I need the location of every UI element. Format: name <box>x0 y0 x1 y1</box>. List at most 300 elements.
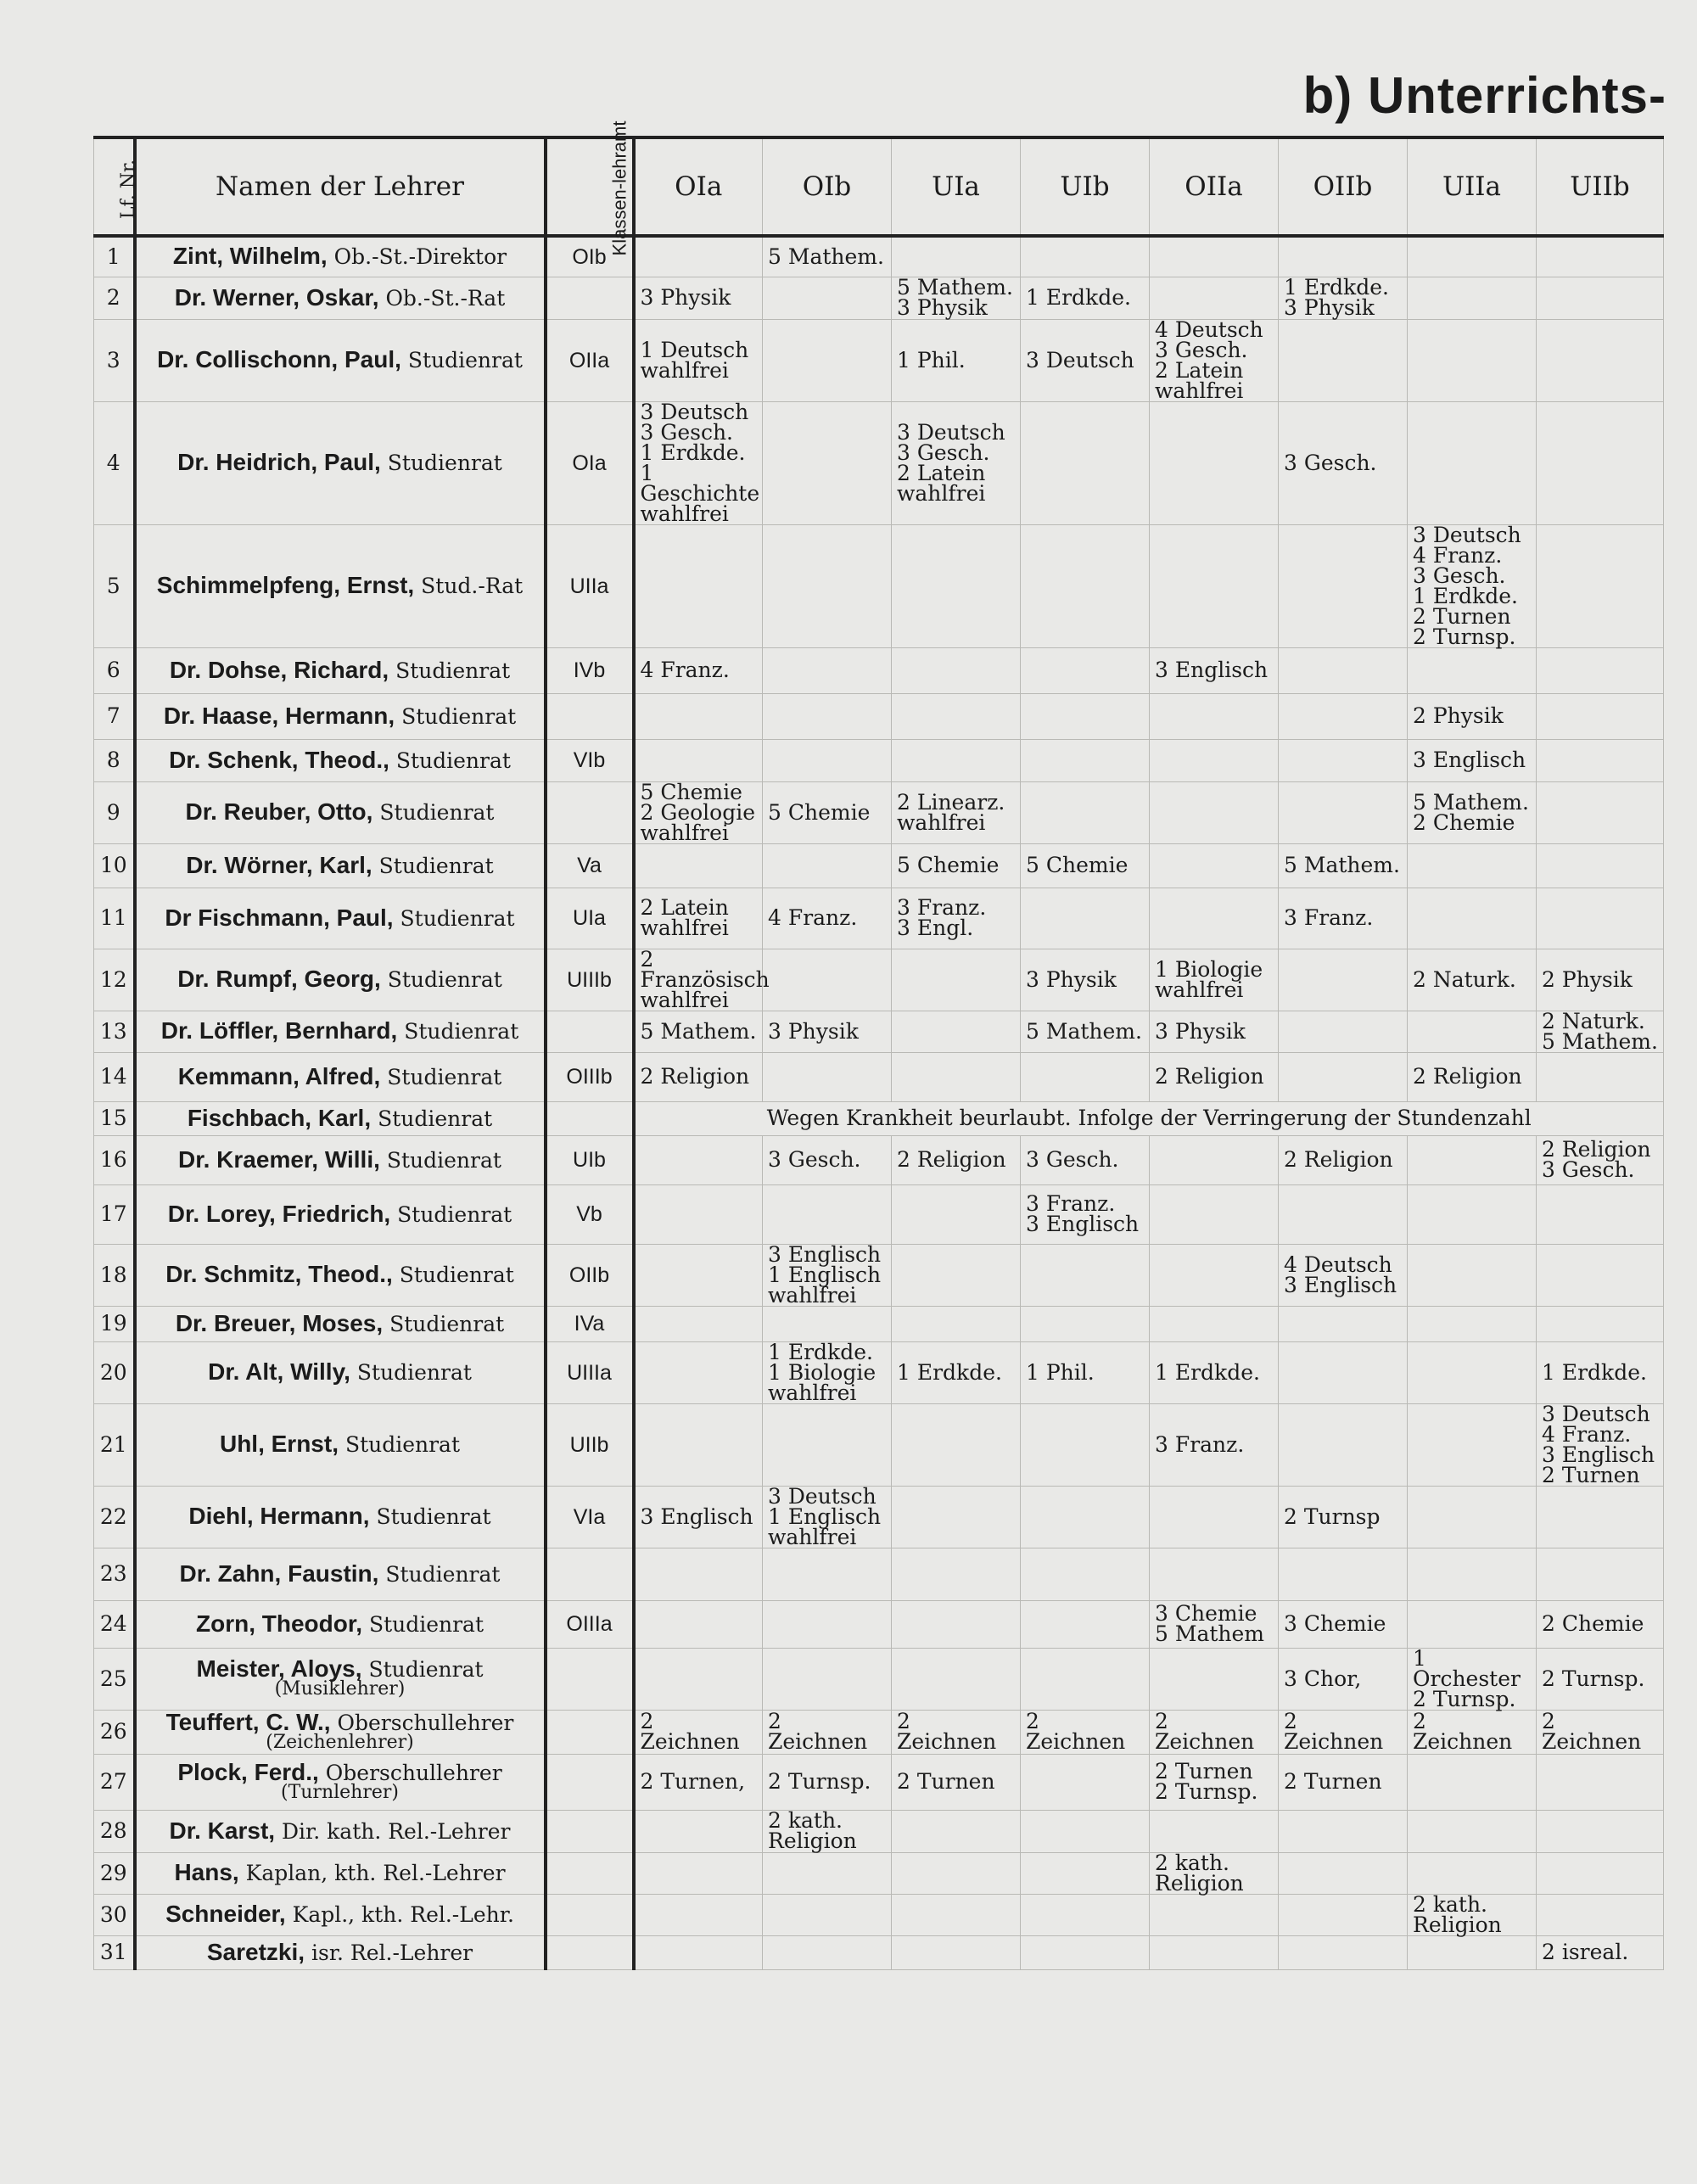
lesson-cell <box>763 319 892 401</box>
row-nr: 26 <box>94 1710 135 1754</box>
teacher-surname: Saretzki, <box>206 1938 305 1965</box>
lesson-cell <box>1408 647 1537 693</box>
lesson-cell: 4 Deutsch 3 Gesch. 2 Latein wahlfrei <box>1150 319 1279 401</box>
lesson-cell <box>892 739 1021 781</box>
lesson-cell <box>1537 524 1664 647</box>
lesson-cell <box>1021 1648 1150 1710</box>
lesson-cell: 2 isreal. <box>1537 1935 1664 1969</box>
lesson-cell <box>1408 1548 1537 1600</box>
teacher-surname: Dr. Löffler, Bernhard, <box>160 1017 398 1044</box>
lesson-cell: 2 Turnsp. <box>763 1754 892 1810</box>
row-nr: 1 <box>94 236 135 277</box>
class-teacher-of <box>546 1894 634 1935</box>
teacher-surname: Dr Fischmann, Paul, <box>165 904 394 931</box>
lesson-cell <box>892 1648 1021 1710</box>
lesson-cell: 4 Deutsch 3 Englisch <box>1279 1244 1408 1306</box>
teacher-role: Studienrat <box>395 748 511 773</box>
lesson-cell <box>763 739 892 781</box>
class-teacher-of: Vb <box>546 1184 634 1244</box>
teacher-subject-note: (Zeichenlehrer) <box>266 1731 414 1753</box>
row-nr: 29 <box>94 1852 135 1894</box>
lesson-cell: 3 Chemie 5 Mathem <box>1150 1600 1279 1648</box>
lesson-cell <box>1150 1935 1279 1969</box>
teacher-role: Kaplan, kth. Rel.-Lehrer <box>245 1861 506 1885</box>
teacher-surname: Plock, Ferd., <box>177 1758 319 1785</box>
teacher-surname: Diehl, Hermann, <box>188 1503 370 1529</box>
lesson-cell: 5 Chemie <box>892 843 1021 888</box>
lesson-cell <box>763 401 892 524</box>
lesson-cell <box>1150 1135 1279 1184</box>
teacher-name <box>135 1135 546 1184</box>
lesson-cell <box>1279 1184 1408 1244</box>
lesson-cell <box>892 1052 1021 1101</box>
lesson-cell: 2 Physik <box>1408 693 1537 739</box>
teacher-name <box>135 1011 546 1052</box>
lesson-cell <box>634 843 763 888</box>
lesson-cell: 2 Turnen <box>1279 1754 1408 1810</box>
teacher-name <box>135 647 546 693</box>
row-nr: 31 <box>94 1935 135 1969</box>
lesson-cell: 2 Zeichnen <box>1537 1710 1664 1754</box>
teacher-surname: Uhl, Ernst, <box>219 1431 339 1457</box>
lesson-cell <box>1537 1754 1664 1810</box>
lesson-cell <box>1408 1852 1537 1894</box>
teacher-name <box>135 1935 546 1969</box>
teacher-role: Ob.-St.-Rat <box>385 285 506 311</box>
teacher-surname: Zint, Wilhelm, <box>172 243 328 270</box>
lesson-cell <box>763 1648 892 1710</box>
lesson-cell <box>892 1600 1021 1648</box>
teacher-role: Studienrat <box>376 1504 491 1529</box>
teacher-surname: Dr. Werner, Oskar, <box>174 283 379 311</box>
lesson-cell: 3 Franz. 3 Englisch <box>1021 1184 1150 1244</box>
lesson-cell: 2 Latein wahlfrei <box>634 888 763 949</box>
class-teacher-of: UIIIb <box>546 949 634 1011</box>
lesson-cell <box>1537 236 1664 277</box>
lesson-cell: 2 Turnen, <box>634 1754 763 1810</box>
lesson-cell <box>1150 401 1279 524</box>
lesson-cell <box>634 1184 763 1244</box>
table-row <box>94 1894 1664 1935</box>
lesson-cell <box>892 1306 1021 1341</box>
lesson-cell <box>763 524 892 647</box>
lesson-cell <box>1279 1935 1408 1969</box>
lesson-cell: 2 Religion <box>892 1135 1021 1184</box>
teacher-role: Studienrat <box>368 1657 484 1682</box>
lesson-cell: 2 Zeichnen <box>1150 1710 1279 1754</box>
teacher-surname: Zorn, Theodor, <box>195 1610 362 1637</box>
lesson-cell: 3 Gesch. <box>763 1135 892 1184</box>
teacher-role: Ob.-St.-Direktor <box>333 244 507 270</box>
class-teacher-of: OIIa <box>546 319 634 401</box>
lesson-cell <box>892 693 1021 739</box>
table-row <box>94 1101 1664 1135</box>
lesson-cell <box>1150 1244 1279 1306</box>
lesson-cell: 4 Franz. <box>763 888 892 949</box>
lesson-cell <box>634 1403 763 1486</box>
table-row <box>94 1935 1664 1969</box>
lesson-cell <box>1150 781 1279 843</box>
class-teacher-of: UIIa <box>546 524 634 647</box>
lesson-cell <box>763 1052 892 1101</box>
lesson-cell <box>1021 236 1150 277</box>
teacher-role: Studienrat <box>385 1561 501 1587</box>
lesson-cell <box>1279 739 1408 781</box>
lesson-cell: 4 Franz. <box>634 647 763 693</box>
lesson-cell: 2 Physik <box>1537 949 1664 1011</box>
lesson-cell <box>892 236 1021 277</box>
header-row <box>94 137 1664 236</box>
lesson-cell: 5 Mathem. <box>634 1011 763 1052</box>
lesson-cell: 3 Physik <box>1150 1011 1279 1052</box>
header-class: UIb <box>1021 137 1150 236</box>
lesson-cell: 3 Gesch. <box>1279 401 1408 524</box>
teacher-name <box>135 524 546 647</box>
table-row <box>94 1754 1664 1810</box>
teacher-surname: Dr. Zahn, Faustin, <box>179 1560 379 1587</box>
lesson-cell <box>634 1852 763 1894</box>
teacher-name <box>135 1306 546 1341</box>
table-row <box>94 1548 1664 1600</box>
lesson-cell <box>1537 888 1664 949</box>
lesson-cell <box>1279 1548 1408 1600</box>
table-row <box>94 1852 1664 1894</box>
lesson-cell: 3 Physik <box>1021 949 1150 1011</box>
row-nr: 22 <box>94 1486 135 1548</box>
lesson-cell <box>763 647 892 693</box>
lesson-cell <box>892 1011 1021 1052</box>
teacher-role: Studienrat <box>399 1263 514 1287</box>
lesson-cell <box>634 236 763 277</box>
lesson-cell: 2 Chemie <box>1537 1600 1664 1648</box>
teacher-subject-note: (Turnlehrer) <box>281 1781 399 1803</box>
lesson-cell <box>1150 1810 1279 1852</box>
class-teacher-of <box>546 1648 634 1710</box>
table-row <box>94 1306 1664 1341</box>
table-row <box>94 781 1664 843</box>
teacher-surname: Hans, <box>174 1859 239 1885</box>
lesson-cell <box>1279 236 1408 277</box>
lesson-cell: 3 Englisch 1 Englisch wahlfrei <box>763 1244 892 1306</box>
lesson-cell <box>634 1306 763 1341</box>
header-name: Namen der Lehrer <box>135 137 546 236</box>
class-teacher-of: OIb <box>546 236 634 277</box>
lesson-cell <box>1279 1894 1408 1935</box>
lesson-cell <box>892 949 1021 1011</box>
row-nr: 19 <box>94 1306 135 1341</box>
table-row <box>94 1135 1664 1184</box>
teacher-subject-note: (Musiklehrer) <box>274 1678 406 1700</box>
lesson-cell: 3 Englisch <box>634 1486 763 1548</box>
lesson-cell <box>1021 1052 1150 1101</box>
teacher-role: Studienrat <box>386 1147 501 1173</box>
teacher-role: Studienrat <box>389 1311 505 1336</box>
lesson-cell <box>1537 693 1664 739</box>
teacher-surname: Dr. Breuer, Moses, <box>175 1309 384 1336</box>
lesson-cell <box>1408 1810 1537 1852</box>
teacher-role: Stud.-Rat <box>421 574 524 598</box>
lesson-cell <box>1537 647 1664 693</box>
row-nr: 9 <box>94 781 135 843</box>
teacher-surname: Dr. Wörner, Karl, <box>186 851 372 878</box>
table-row <box>94 1403 1664 1486</box>
teacher-surname: Dr. Alt, Willy, <box>208 1358 350 1385</box>
table-row <box>94 739 1664 781</box>
lesson-cell <box>1150 739 1279 781</box>
table-row <box>94 1648 1664 1710</box>
teacher-role: Studienrat <box>397 1201 512 1227</box>
lesson-cell <box>892 1935 1021 1969</box>
lesson-cell <box>634 1810 763 1852</box>
lesson-cell <box>1279 1852 1408 1894</box>
teacher-role: Studienrat <box>404 1019 519 1044</box>
lesson-cell <box>1279 1052 1408 1101</box>
class-teacher-of: IVa <box>546 1306 634 1341</box>
teacher-role: Studienrat <box>387 451 502 475</box>
class-teacher-of: IVb <box>546 647 634 693</box>
teacher-surname: Dr. Schenk, Theod., <box>169 746 389 773</box>
lesson-cell: 1 Erdkde. <box>1537 1341 1664 1403</box>
lesson-cell: 5 Mathem. <box>763 236 892 277</box>
lesson-cell <box>1279 524 1408 647</box>
lesson-cell <box>1021 1600 1150 1648</box>
teacher-role: Studienrat <box>379 800 495 825</box>
lesson-cell <box>1537 277 1664 319</box>
class-teacher-of <box>546 781 634 843</box>
teacher-name <box>135 693 546 739</box>
class-teacher-of <box>546 693 634 739</box>
lesson-cell: 5 Mathem. 2 Chemie <box>1408 781 1537 843</box>
class-teacher-of: UIb <box>546 1135 634 1184</box>
table-row <box>94 1011 1664 1052</box>
row-nr: 27 <box>94 1754 135 1810</box>
table-row <box>94 1600 1664 1648</box>
teacher-role: Studienrat <box>395 658 511 683</box>
lesson-cell: 1 Phil. <box>892 319 1021 401</box>
lesson-cell: 3 Deutsch <box>1021 319 1150 401</box>
lesson-cell <box>1537 401 1664 524</box>
lesson-cell <box>1279 1810 1408 1852</box>
lesson-cell <box>763 1935 892 1969</box>
row-nr: 23 <box>94 1548 135 1600</box>
class-teacher-of <box>546 1810 634 1852</box>
lesson-cell: 3 Franz. <box>1150 1403 1279 1486</box>
teacher-surname: Dr. Karst, <box>169 1817 276 1844</box>
lesson-cell: 2 Religion <box>634 1052 763 1101</box>
teacher-name <box>135 1548 546 1600</box>
row-nr: 2 <box>94 277 135 319</box>
lesson-cell: 5 Mathem. 3 Physik <box>892 277 1021 319</box>
table-row <box>94 1184 1664 1244</box>
row-nr: 14 <box>94 1052 135 1101</box>
lesson-cell <box>763 1852 892 1894</box>
lesson-cell: 2 Zeichnen <box>634 1710 763 1754</box>
teacher-role: Studienrat <box>378 853 494 878</box>
lesson-cell <box>1150 1184 1279 1244</box>
class-teacher-of <box>546 1101 634 1135</box>
lesson-cell <box>1279 1011 1408 1052</box>
table-row <box>94 1486 1664 1548</box>
lesson-cell: 2 Naturk. 5 Mathem. <box>1537 1011 1664 1052</box>
lesson-cell <box>892 1486 1021 1548</box>
teacher-role: Studienrat <box>407 348 523 372</box>
lesson-cell <box>1408 401 1537 524</box>
table-row <box>94 1710 1664 1754</box>
teacher-surname: Dr. Haase, Hermann, <box>163 702 395 729</box>
row-nr: 11 <box>94 888 135 949</box>
lesson-cell: 3 Deutsch 4 Franz. 3 Englisch 2 Turnen <box>1537 1403 1664 1486</box>
class-teacher-of <box>546 277 634 319</box>
lesson-cell <box>763 1600 892 1648</box>
teacher-surname: Dr. Kraemer, Willi, <box>178 1145 380 1173</box>
lesson-cell <box>763 1894 892 1935</box>
lesson-cell: 3 Englisch <box>1150 647 1279 693</box>
row-nr: 13 <box>94 1011 135 1052</box>
class-teacher-of: OIIIa <box>546 1600 634 1648</box>
teacher-surname: Dr. Heidrich, Paul, <box>177 449 381 475</box>
lesson-cell <box>1537 739 1664 781</box>
teacher-surname: Schneider, <box>165 1901 286 1927</box>
row-nr: 15 <box>94 1101 135 1135</box>
teacher-name <box>135 401 546 524</box>
lesson-cell <box>1279 319 1408 401</box>
lesson-cell <box>1021 1244 1150 1306</box>
lesson-cell <box>1537 1306 1664 1341</box>
header-klasse: Klassen-lehramt <box>546 137 634 236</box>
lesson-cell <box>1537 1894 1664 1935</box>
lesson-cell: 3 Franz. 3 Engl. <box>892 888 1021 949</box>
class-teacher-of: UIa <box>546 888 634 949</box>
row-nr: 16 <box>94 1135 135 1184</box>
teacher-name <box>135 277 546 319</box>
lesson-cell <box>1537 319 1664 401</box>
lesson-cell: 3 Englisch <box>1408 739 1537 781</box>
lesson-cell <box>634 1648 763 1710</box>
teacher-surname: Dr. Collischonn, Paul, <box>157 346 401 372</box>
teacher-name <box>135 1486 546 1548</box>
lesson-cell <box>1150 1894 1279 1935</box>
lesson-cell <box>1537 781 1664 843</box>
class-teacher-of: OIIb <box>546 1244 634 1306</box>
lesson-cell <box>634 1894 763 1935</box>
lesson-cell <box>892 647 1021 693</box>
class-teacher-of: Va <box>546 843 634 888</box>
row-nr: 17 <box>94 1184 135 1244</box>
lesson-cell: 2 Turnen 2 Turnsp. <box>1150 1754 1279 1810</box>
lesson-cell <box>892 1894 1021 1935</box>
lesson-cell <box>1537 1244 1664 1306</box>
header-class: OIIa <box>1150 137 1279 236</box>
lesson-cell: 2 Zeichnen <box>1279 1710 1408 1754</box>
lesson-cell <box>1408 1754 1537 1810</box>
lesson-cell <box>634 1600 763 1648</box>
lesson-cell: 5 Mathem. <box>1279 843 1408 888</box>
table-row <box>94 319 1664 401</box>
table-row <box>94 1341 1664 1403</box>
lesson-cell: 2 Naturk. <box>1408 949 1537 1011</box>
lesson-cell <box>1021 1935 1150 1969</box>
lesson-cell <box>1408 1306 1537 1341</box>
lesson-cell <box>1150 843 1279 888</box>
teacher-surname: Schimmelpfeng, Ernst, <box>156 572 415 598</box>
lesson-cell <box>1537 1184 1664 1244</box>
teacher-name <box>135 949 546 1011</box>
lesson-cell <box>1408 1011 1537 1052</box>
table-row <box>94 949 1664 1011</box>
lesson-cell <box>1279 693 1408 739</box>
teacher-surname: Dr. Reuber, Otto, <box>185 798 373 825</box>
lesson-cell <box>1537 1486 1664 1548</box>
lesson-cell: 2 Turnsp <box>1279 1486 1408 1548</box>
lesson-cell: 3 Deutsch 3 Gesch. 1 Erdkde. 1 Geschichte wahlfrei <box>634 401 763 524</box>
header-class: UIIa <box>1408 137 1537 236</box>
lesson-cell <box>1279 949 1408 1011</box>
lesson-cell <box>1021 1306 1150 1341</box>
lesson-cell: 2 kath. Religion <box>1150 1852 1279 1894</box>
row-nr: 6 <box>94 647 135 693</box>
lesson-cell <box>1408 277 1537 319</box>
lesson-cell: 2 Zeichnen <box>1408 1710 1537 1754</box>
lesson-cell <box>1021 1548 1150 1600</box>
table-row <box>94 647 1664 693</box>
lesson-cell: 3 Deutsch 1 Englisch wahlfrei <box>763 1486 892 1548</box>
lesson-cell: 2 Zeichnen <box>763 1710 892 1754</box>
lesson-cell <box>1537 1052 1664 1101</box>
lesson-cell <box>1150 1306 1279 1341</box>
lesson-cell: 5 Chemie <box>763 781 892 843</box>
lesson-cell <box>1021 888 1150 949</box>
lesson-cell <box>892 1810 1021 1852</box>
teacher-role: Oberschullehrer <box>337 1710 514 1735</box>
lesson-cell: 3 Deutsch 4 Franz. 3 Gesch. 1 Erdkde. 2 Turnen 2 Turnsp. <box>1408 524 1537 647</box>
lesson-cell <box>1408 1486 1537 1548</box>
lesson-cell: 2 Religion <box>1150 1052 1279 1101</box>
teacher-name <box>135 1600 546 1648</box>
row-nr: 10 <box>94 843 135 888</box>
table-row <box>94 1810 1664 1852</box>
teacher-role: isr. Rel.-Lehrer <box>311 1940 473 1965</box>
header-class: UIa <box>892 137 1021 236</box>
leave-note: Wegen Krankheit beurlaubt. Infolge der Verringerung der Stundenzahl <box>634 1101 1664 1135</box>
class-teacher-of <box>546 1754 634 1810</box>
lesson-cell: 2 Religion <box>1408 1052 1537 1101</box>
table-row <box>94 401 1664 524</box>
lesson-cell: 1 Phil. <box>1021 1341 1150 1403</box>
teacher-role: Studienrat <box>400 905 515 931</box>
teacher-role: Studienrat <box>344 1432 461 1457</box>
lesson-cell <box>1279 781 1408 843</box>
teacher-surname: Kemmann, Alfred, <box>177 1062 381 1089</box>
lesson-cell <box>1021 524 1150 647</box>
lesson-cell <box>763 693 892 739</box>
teacher-role: Studienrat <box>378 1106 493 1131</box>
lesson-cell <box>1150 693 1279 739</box>
lesson-cell <box>1408 236 1537 277</box>
teacher-surname: Dr. Schmitz, Theod., <box>165 1261 393 1287</box>
lesson-cell <box>634 739 763 781</box>
row-nr: 3 <box>94 319 135 401</box>
class-teacher-of: OIIIb <box>546 1052 634 1101</box>
row-nr: 28 <box>94 1810 135 1852</box>
teacher-name <box>135 888 546 949</box>
lesson-cell <box>634 1548 763 1600</box>
lesson-cell <box>1021 1486 1150 1548</box>
lesson-cell <box>1408 319 1537 401</box>
lesson-cell <box>1279 1341 1408 1403</box>
lesson-cell: 2 Turnsp. <box>1537 1648 1664 1710</box>
class-teacher-of: UIIb <box>546 1403 634 1486</box>
class-teacher-of <box>546 1548 634 1600</box>
